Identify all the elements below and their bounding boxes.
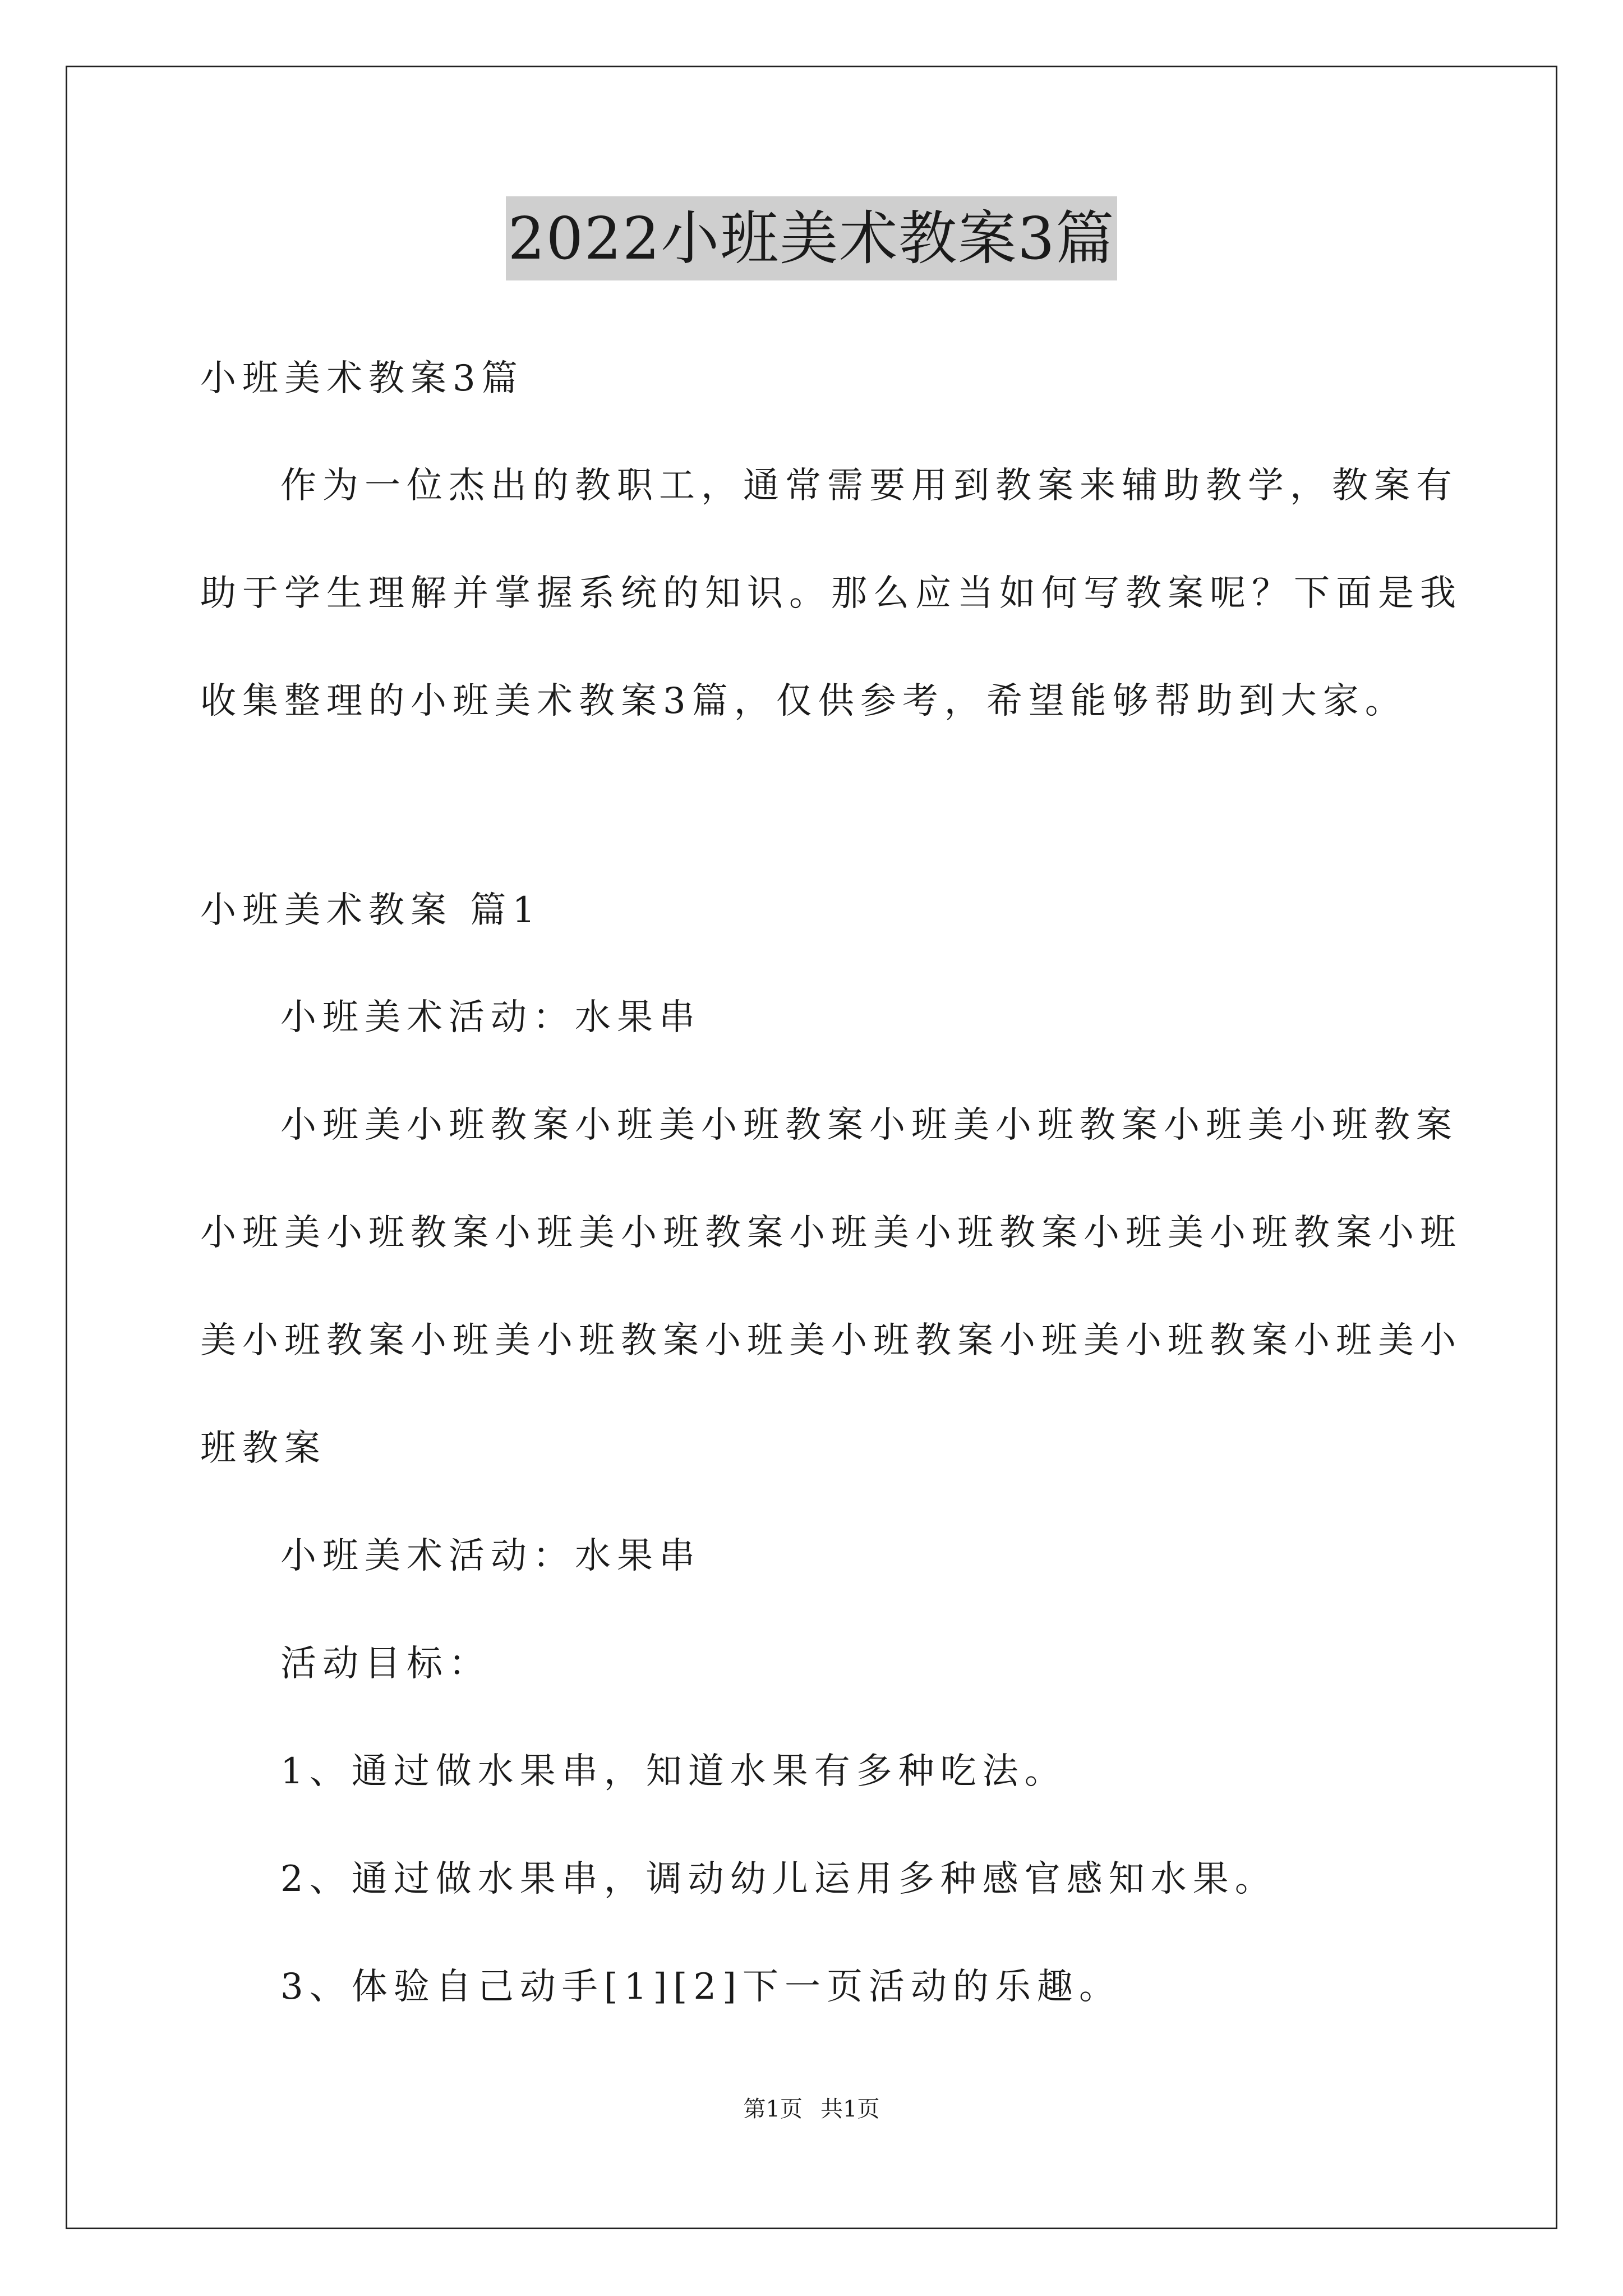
body-line: 班教案	[200, 1428, 326, 1469]
page-total: 共1页	[820, 2096, 880, 2122]
body-line: 美小班教案小班美小班教案小班美小班教案小班美小班教案小班美小	[200, 1320, 1462, 1361]
page-footer	[0, 2096, 1623, 2122]
goal-item: 3、体验自己动手[1][2]下一页活动的乐趣。	[280, 1966, 1122, 2008]
intro-line: 收集整理的小班美术教案3篇，仅供参考，希望能够帮助到大家。	[200, 680, 1407, 722]
title-block	[0, 196, 1623, 280]
document-subtitle: 小班美术教案3篇	[200, 358, 524, 399]
goal-item: 1、通过做水果串，知道水果有多种吃法。	[280, 1751, 1067, 1792]
page-number: 第1页	[743, 2096, 803, 2122]
goal-item: 2、通过做水果串，调动幼儿运用多种感官感知水果。	[280, 1858, 1277, 1900]
activity-name: 小班美术活动：水果串	[280, 997, 701, 1038]
activity-name: 小班美术活动：水果串	[280, 1535, 701, 1577]
body-line: 小班美小班教案小班美小班教案小班美小班教案小班美小班教案	[280, 1105, 1458, 1146]
goals-heading: 活动目标：	[280, 1643, 491, 1685]
intro-line: 助于学生理解并掌握系统的知识。那么应当如何写教案呢？下面是我	[200, 573, 1462, 614]
document-title: 2022小班美术教案3篇	[506, 196, 1118, 280]
section-heading: 小班美术教案 篇1	[200, 890, 542, 931]
intro-line: 作为一位杰出的教职工，通常需要用到教案来辅助教学，教案有	[280, 465, 1458, 507]
body-line: 小班美小班教案小班美小班教案小班美小班教案小班美小班教案小班	[200, 1212, 1462, 1254]
